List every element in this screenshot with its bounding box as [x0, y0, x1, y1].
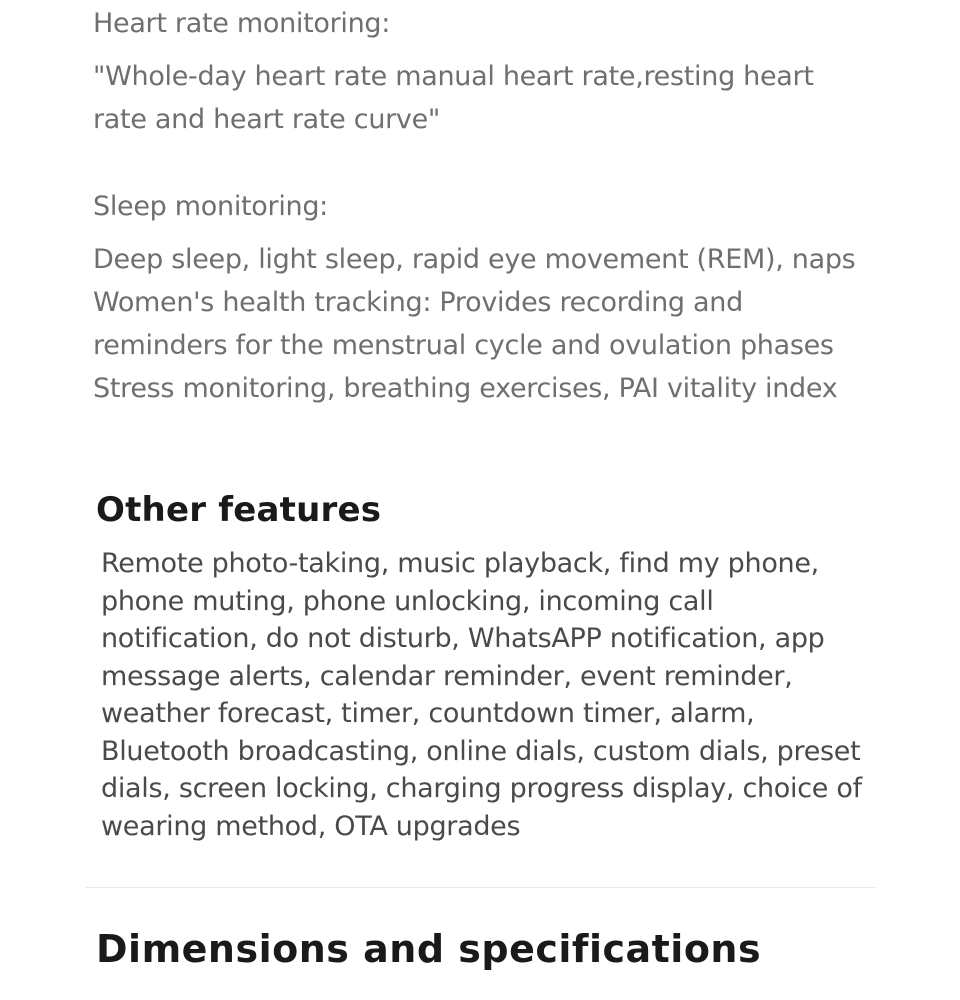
other-features-title: Other features — [96, 490, 382, 530]
heart-rate-line-1: "Whole-day heart rate manual heart rate,resting heart — [93, 61, 814, 92]
dimensions-title: Dimensions and specifications — [96, 927, 762, 971]
sleep-line-4: Stress monitoring, breathing exercises, PAI vitality index — [93, 373, 838, 404]
sleep-line-2: Women's health tracking: Provides recording and — [93, 287, 743, 318]
section-divider — [86, 887, 876, 888]
other-features-description — [101, 545, 862, 845]
features-line-3: notification, do not disturb, WhatsAPP notification, app — [101, 623, 825, 654]
sleep-line-1: Deep sleep, light sleep, rapid eye movement (REM), naps — [93, 244, 856, 275]
sleep-description — [93, 238, 855, 410]
sleep-line-3: reminders for the menstrual cycle and ovulation phases — [93, 330, 834, 361]
heart-rate-line-2: rate and heart rate curve" — [93, 104, 441, 135]
heart-rate-label: Heart rate monitoring: — [93, 8, 391, 39]
heart-rate-description — [93, 55, 814, 141]
features-line-2: phone muting, phone unlocking, incoming call — [101, 585, 714, 617]
features-line-5: weather forecast, timer, countdown timer, alarm, — [101, 698, 755, 729]
features-line-1: Remote photo-taking, music playback, find my phone, — [101, 548, 819, 579]
features-line-8: wearing method, OTA upgrades — [101, 810, 521, 842]
features-line-6: Bluetooth broadcasting, online dials, custom dials, preset — [101, 735, 861, 767]
sleep-label: Sleep monitoring: — [93, 191, 328, 222]
features-line-4: message alerts, calendar reminder, event reminder, — [101, 660, 793, 692]
features-line-7: dials, screen locking, charging progress display, choice of — [101, 773, 862, 804]
